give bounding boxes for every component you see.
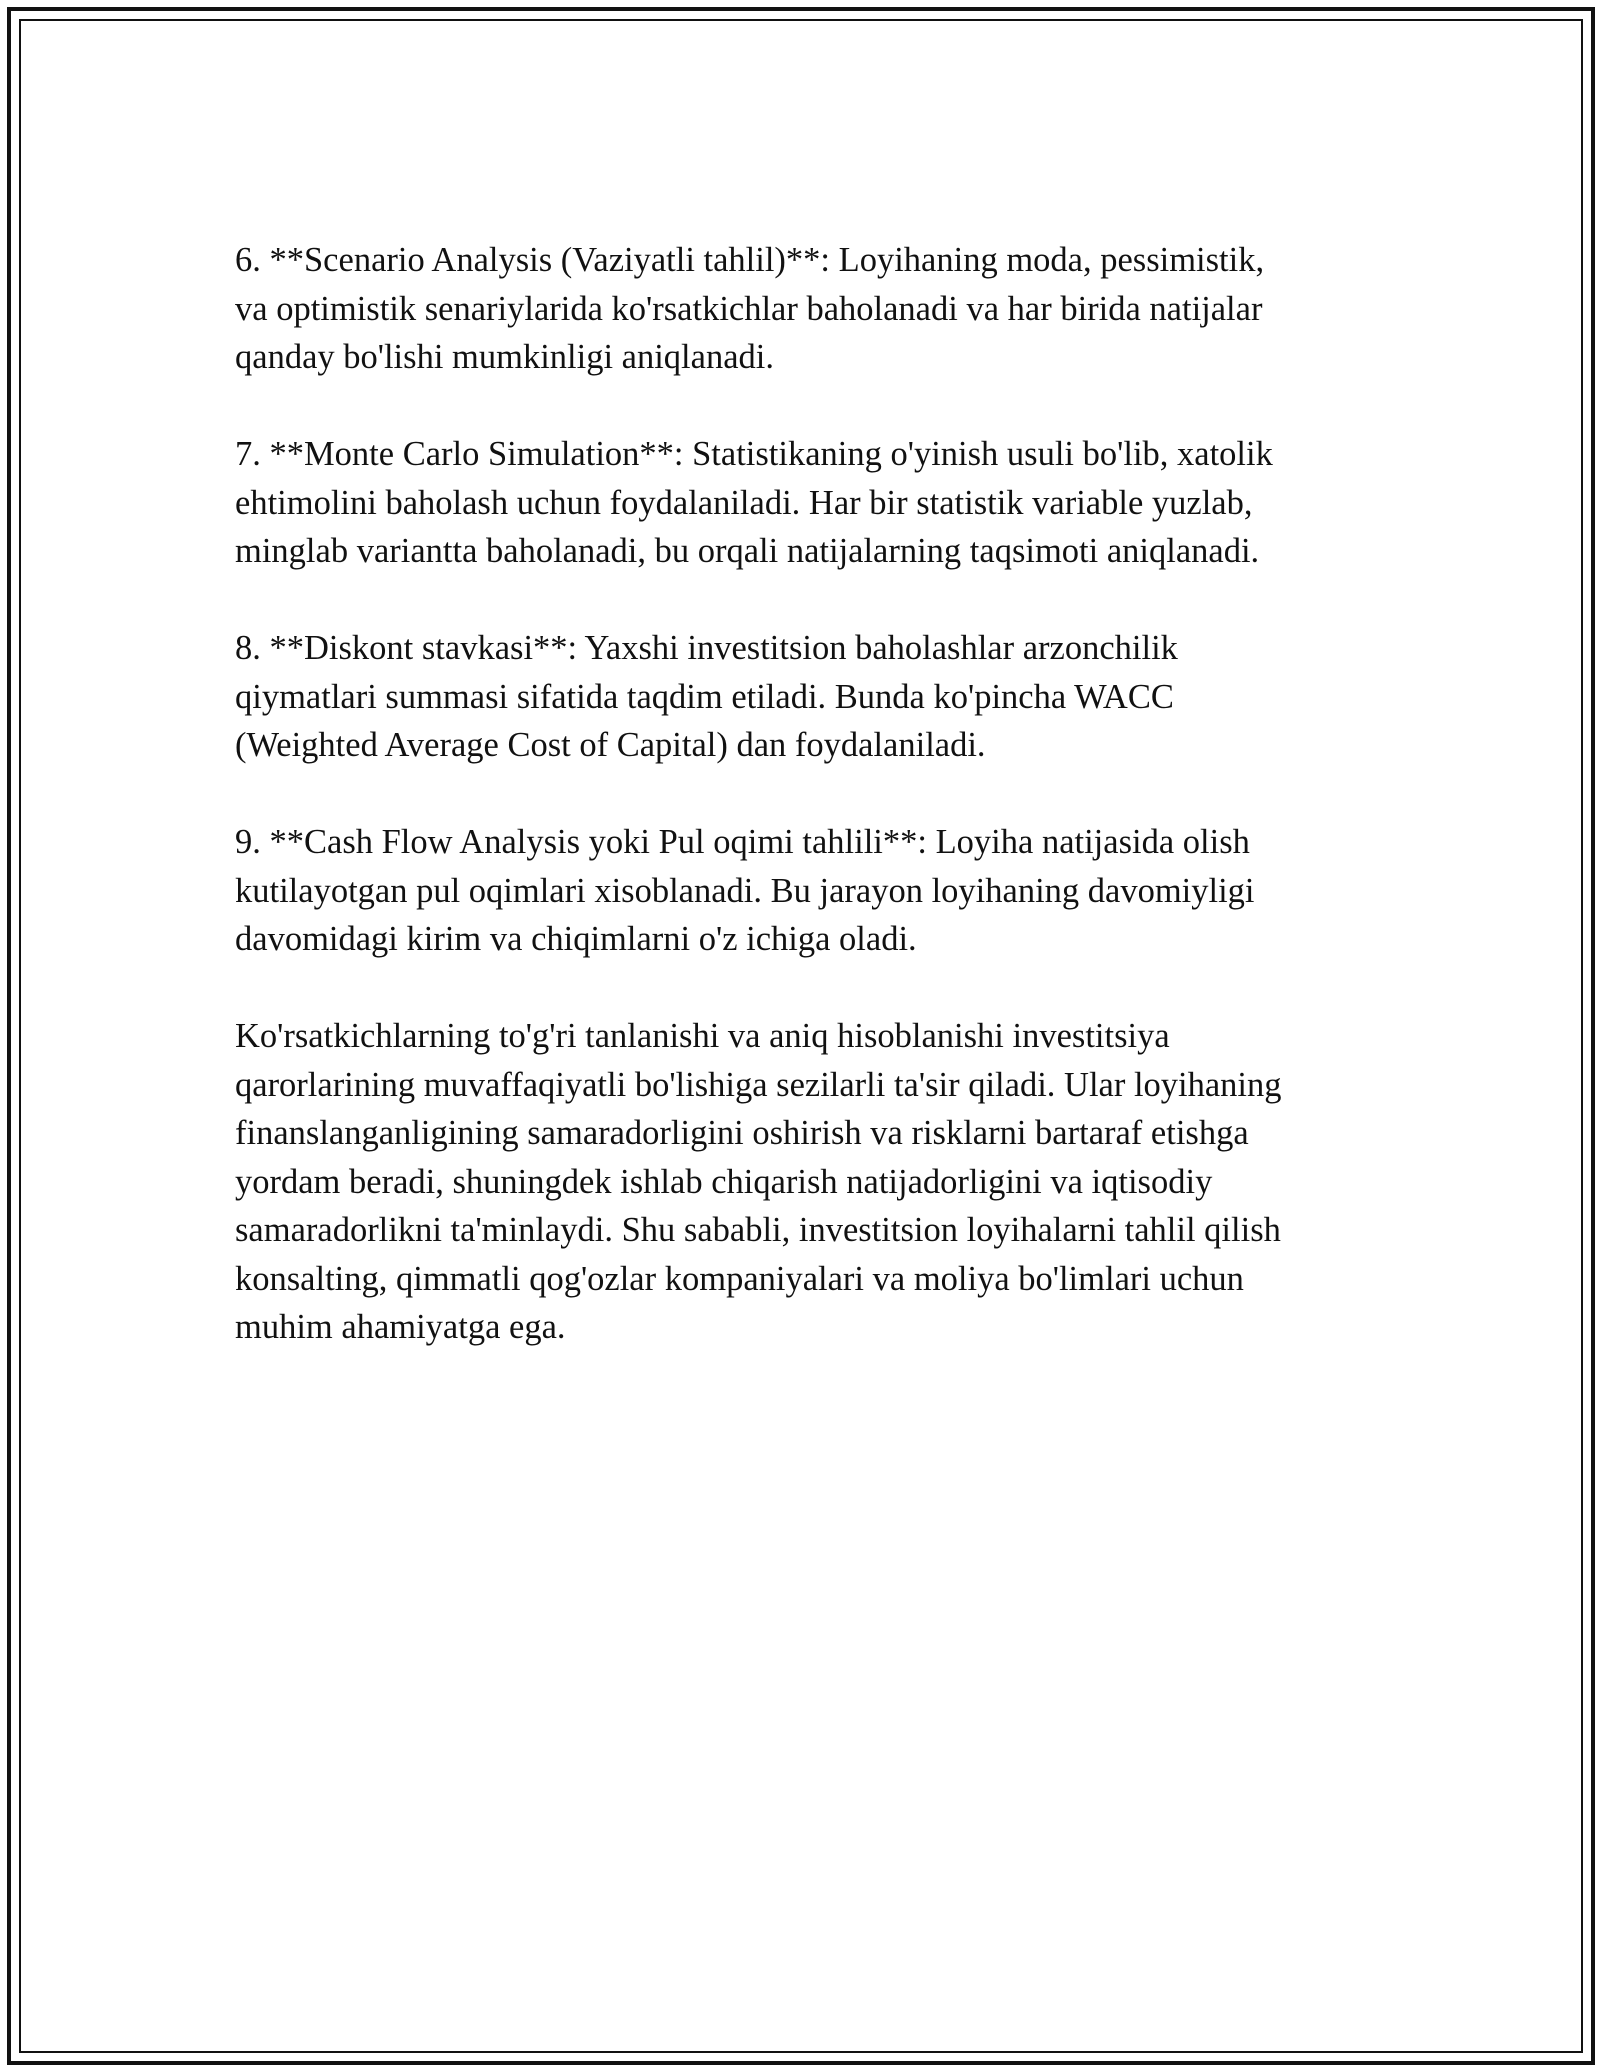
paragraph-discount-rate: 8. **Diskont stavkasi**: Yaxshi investitsion baholashlar arzonchilik qiymatlari summasi sifatida taqdim etiladi. Bunda ko'pincha WACC (Weighted Average Cost of Capital) dan foydalaniladi. [235, 629, 1178, 764]
document-body [235, 236, 1365, 1400]
paragraph-cash-flow: 9. **Cash Flow Analysis yoki Pul oqimi tahlili**: Loyiha natijasida olish kutilayotgan pul oqimlari xisoblanadi. Bu jarayon loyihaning davomiyligi davomidagi kirim va chiqimlarni o'z ichiga oladi. [235, 823, 1255, 958]
paragraph-monte-carlo: 7. **Monte Carlo Simulation**: Statistikaning o'yinish usuli bo'lib, xatolik ehtimolini baholash uchun foydalaniladi. Har bir statistik variable yuzlab, minglab variantta baholanadi, bu orqali natijalarning taqsimoti aniqlanadi. [235, 435, 1273, 570]
paragraph-scenario-analysis: 6. **Scenario Analysis (Vaziyatli tahlil)**: Loyihaning moda, pessimistik, va optimistik senariylarida ko'rsatkichlar baholanadi va har birida natijalar qanday bo'lishi mumkinligi aniqlanadi. [235, 241, 1265, 376]
paragraph-conclusion: Ko'rsatkichlarning to'g'ri tanlanishi va aniq hisoblanishi investitsiya qarorlarining muvaffaqiyatli bo'lishiga sezilarli ta'sir qiladi. Ular loyihaning finanslanganligining samaradorligini oshirish va risklarni bartaraf etishga yordam beradi, shuningdek ishlab chiqarish natijadorligini va iqtisodiy samaradorlikni ta'minlaydi. Shu sababli, investitsion loyihalarni tahlil qilish konsalting, qimmatli qog'ozlar kompaniyalari va moliya bo'limlari uchun muhim ahamiyatga ega. [235, 1017, 1282, 1346]
